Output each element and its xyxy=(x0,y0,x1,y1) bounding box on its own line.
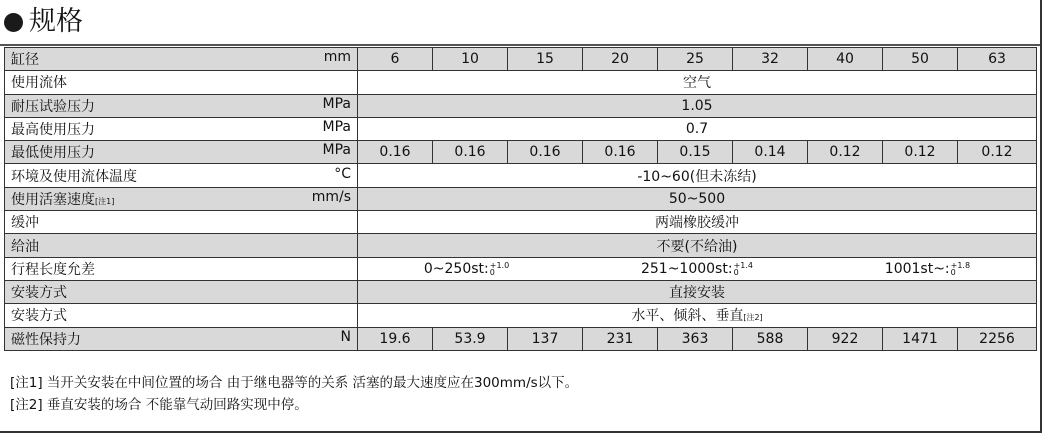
tolerance: +1.4 0 xyxy=(733,260,753,277)
bore-cell: 50 xyxy=(883,48,958,71)
section-title xyxy=(4,2,83,42)
value-cell: 0.16 xyxy=(583,141,658,164)
tolerance: +1.0 0 xyxy=(489,260,510,277)
value-cell: 363 xyxy=(658,327,733,350)
row-label: 环境及使用流体温度 xyxy=(11,168,137,185)
footnote: [注1] 当开关安装在中间位置的场合 由于继电器等的关系 活塞的最大速度应在300mm/s以下。 xyxy=(10,375,579,391)
value-cell: 137 xyxy=(508,327,583,350)
footnotes xyxy=(10,372,578,416)
footnote: [注2] 垂直安装的场合 不能靠气动回路实现中停。 xyxy=(10,397,308,413)
row-label: 最低使用压力 xyxy=(11,145,95,162)
value-cell: 0.16 xyxy=(358,141,433,164)
section-title-text: 规格 xyxy=(29,6,83,37)
value-cell: 0.15 xyxy=(658,141,733,164)
bore-cell: 20 xyxy=(583,48,658,71)
row-label: 给油 xyxy=(11,238,39,255)
value-cell: 不要(不给油) xyxy=(358,234,1037,257)
bore-cell: 40 xyxy=(808,48,883,71)
value-cell: 2256 xyxy=(958,327,1037,350)
bore-cell: 15 xyxy=(508,48,583,71)
value-cell: 50~500 xyxy=(358,187,1037,210)
title-divider xyxy=(0,44,1040,46)
stroke-tolerance-values xyxy=(358,261,1036,277)
value-cell: 0.7 xyxy=(358,117,1037,140)
value-cell: 空气 xyxy=(358,71,1037,94)
tolerance: +1.8 0 xyxy=(950,260,971,277)
table-row-magnetic-force xyxy=(5,327,1037,350)
row-unit: N xyxy=(340,328,351,345)
table-row-cushion xyxy=(5,211,1037,234)
value-cell: 231 xyxy=(583,327,658,350)
stroke-range: 1001st~: +1.8 0 xyxy=(884,260,971,277)
value-cell: 0.16 xyxy=(433,141,508,164)
table-row-max-pressure xyxy=(5,117,1037,140)
value-cell: 1.05 xyxy=(358,94,1037,117)
table-row-temperature xyxy=(5,164,1037,187)
note-ref: [注1] xyxy=(95,196,115,206)
value-cell: 1471 xyxy=(883,327,958,350)
table-row-fluid xyxy=(5,71,1037,94)
note-ref: [注2] xyxy=(743,313,763,323)
table-row-stroke-tolerance xyxy=(5,257,1037,280)
row-unit: mm/s xyxy=(311,188,351,205)
value-cell: 588 xyxy=(733,327,808,350)
row-label: 缸径 xyxy=(11,52,39,69)
row-unit: mm xyxy=(323,49,351,66)
value-cell: -10~60(但未冻结) xyxy=(358,164,1037,187)
row-label: 使用流体 xyxy=(11,75,67,92)
value-cell: 0.14 xyxy=(733,141,808,164)
table-row-lubrication xyxy=(5,234,1037,257)
row-label: 安装方式 xyxy=(11,285,67,302)
value-cell: 0.16 xyxy=(508,141,583,164)
table-row-min-pressure xyxy=(5,141,1037,164)
value-cell: 两端橡胶缓冲 xyxy=(358,211,1037,234)
table-row-bore xyxy=(5,48,1037,71)
row-label: 使用活塞速度 xyxy=(11,191,95,208)
bore-cell: 6 xyxy=(358,48,433,71)
row-label: 最高使用压力 xyxy=(11,122,95,139)
value-cell: 0.12 xyxy=(958,141,1037,164)
table-row-mounting xyxy=(5,280,1037,303)
bore-cell: 32 xyxy=(733,48,808,71)
row-unit: °C xyxy=(334,165,351,182)
bore-cell: 63 xyxy=(958,48,1037,71)
bore-cell: 10 xyxy=(433,48,508,71)
value-cell: 53.9 xyxy=(433,327,508,350)
table-row-mounting-orientation xyxy=(5,304,1037,327)
spec-table xyxy=(4,47,1037,351)
row-label: 耐压试验压力 xyxy=(11,98,95,115)
table-row-piston-speed xyxy=(5,187,1037,210)
row-unit: MPa xyxy=(322,95,351,112)
value-cell: 922 xyxy=(808,327,883,350)
row-unit: MPa xyxy=(322,119,351,136)
bore-cell: 25 xyxy=(658,48,733,71)
row-label: 缓冲 xyxy=(11,215,39,232)
value-text: 水平、倾斜、垂直 xyxy=(631,308,744,325)
stroke-range: 0~250st: +1.0 0 xyxy=(423,260,510,277)
row-label: 磁性保持力 xyxy=(11,331,81,348)
stroke-range: 251~1000st: +1.4 0 xyxy=(640,260,753,277)
value-cell: 0.12 xyxy=(808,141,883,164)
value-cell: 0.12 xyxy=(883,141,958,164)
row-unit: MPa xyxy=(322,142,351,159)
table-row-proof-pressure xyxy=(5,94,1037,117)
row-label: 安装方式 xyxy=(11,308,67,325)
bullet-dot-icon xyxy=(4,13,23,32)
row-label: 行程长度允差 xyxy=(11,261,95,278)
value-cell: 19.6 xyxy=(358,327,433,350)
value-cell: 直接安装 xyxy=(358,280,1037,303)
